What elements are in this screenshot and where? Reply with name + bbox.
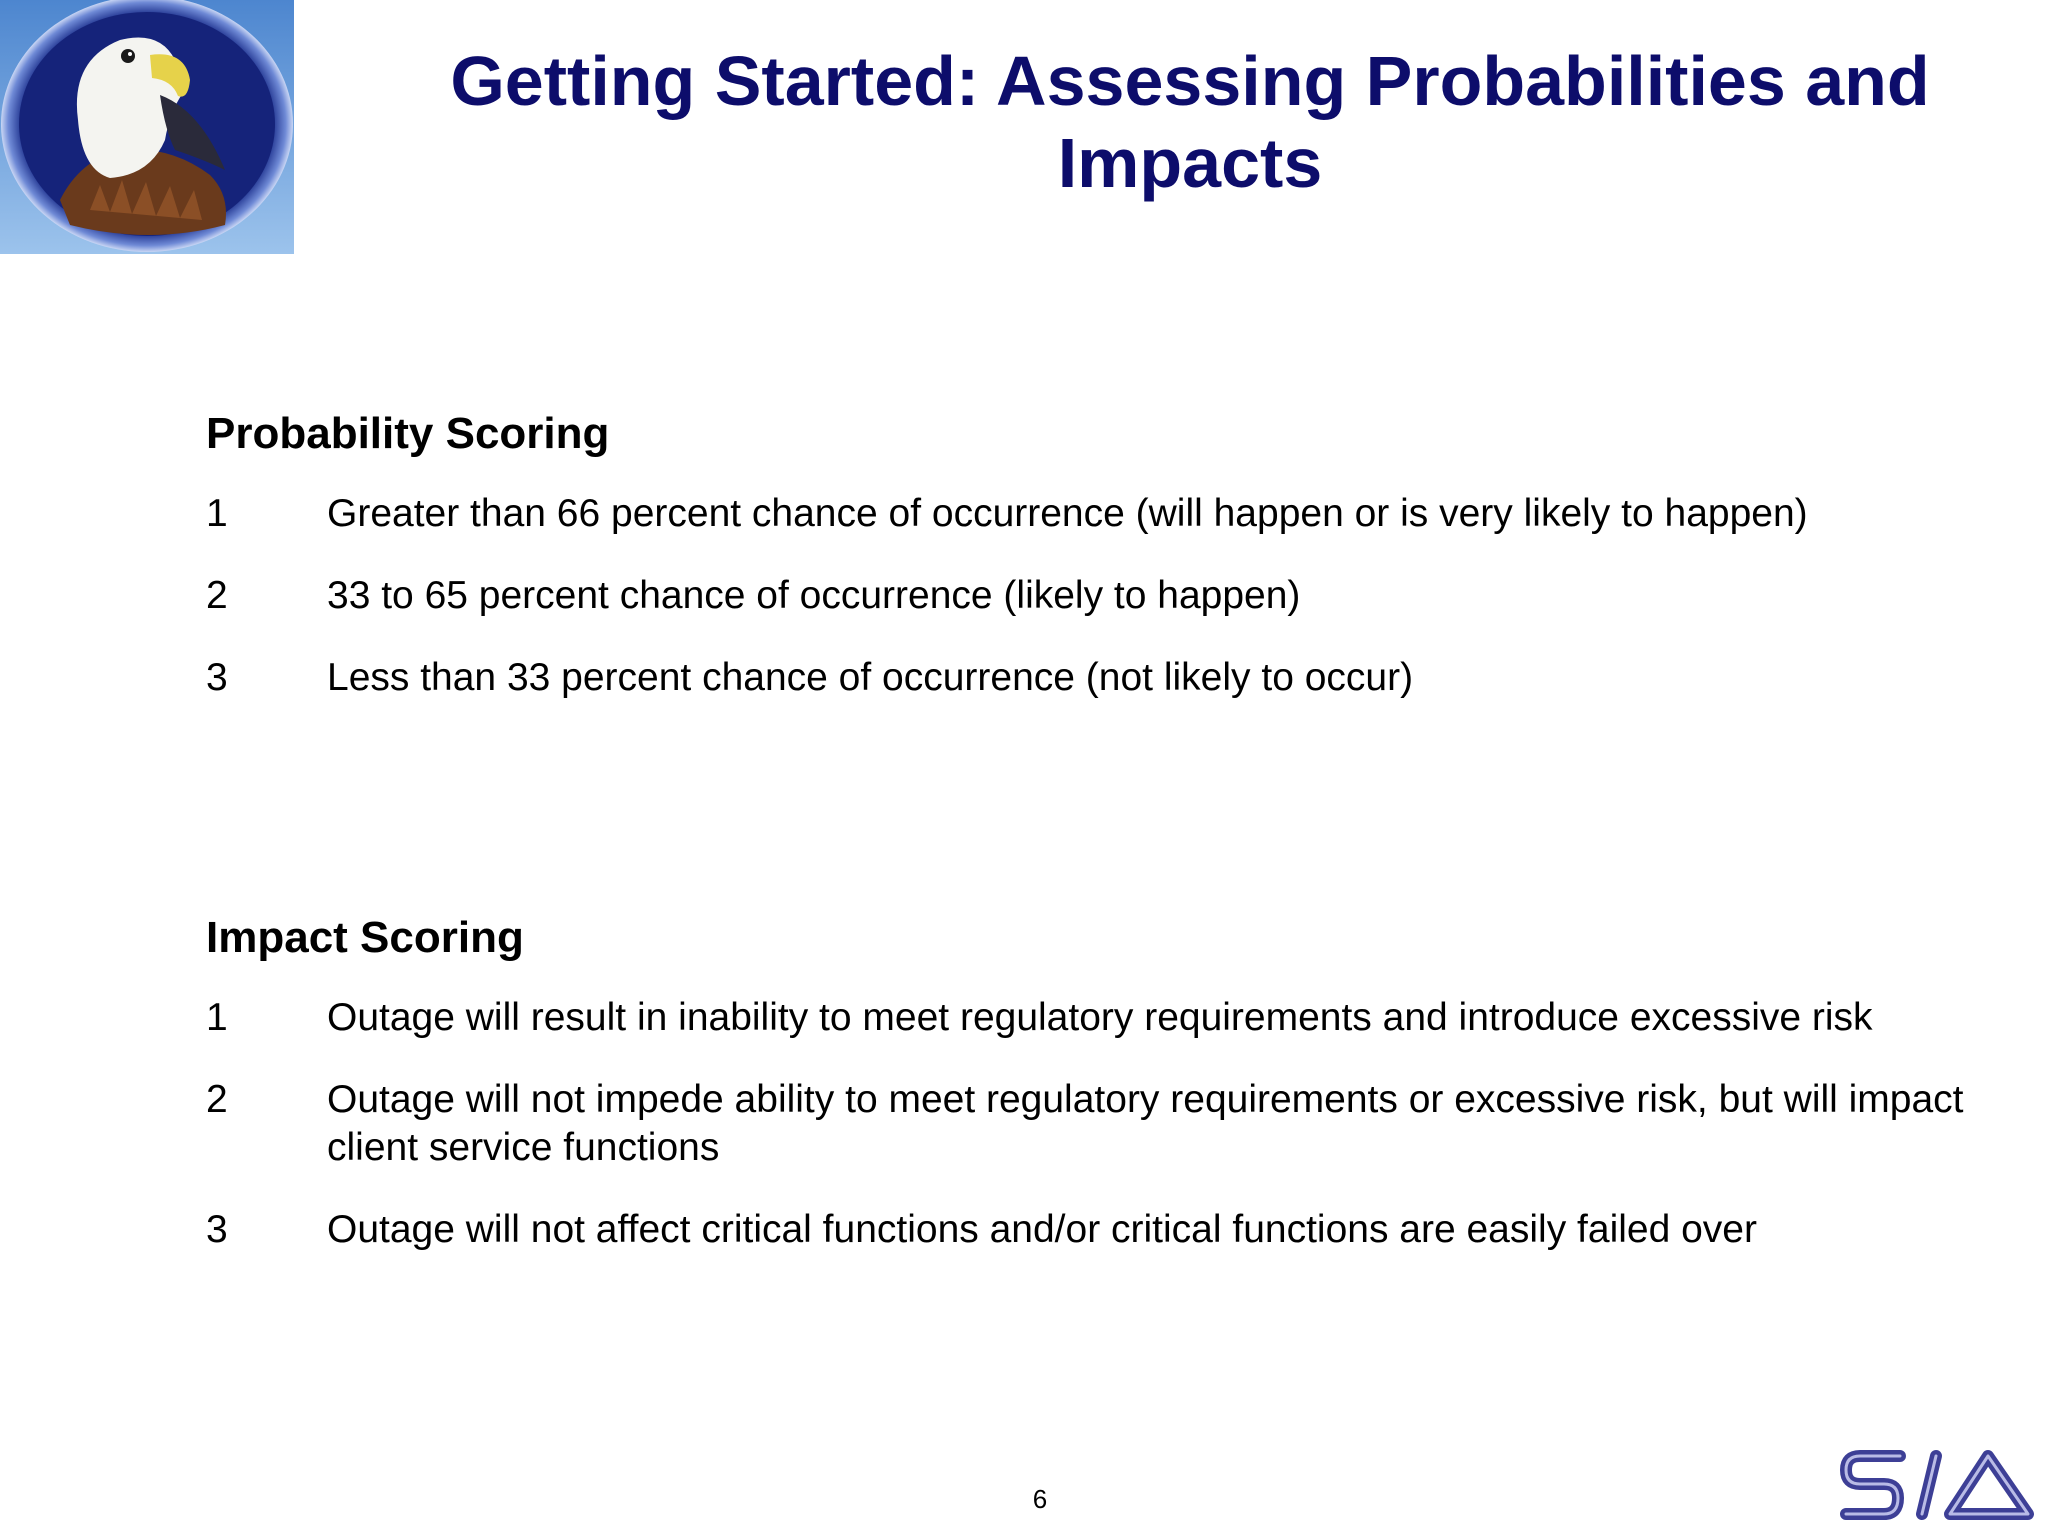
probability-description: 33 to 65 percent chance of occurrence (likely to happen) [327, 574, 1301, 617]
probability-item [206, 572, 1966, 620]
impact-item [206, 994, 1966, 1042]
impact-description: Outage will not impede ability to meet regulatory requirements or excessive risk, but will impact client service functions [327, 1078, 1964, 1169]
impact-scoring-section [206, 912, 1966, 1288]
impact-scoring-list [206, 994, 1966, 1254]
impact-score: 3 [206, 1208, 228, 1251]
probability-scoring-heading: Probability Scoring [206, 409, 610, 458]
probability-item [206, 490, 1966, 538]
probability-scoring-list [206, 490, 1966, 702]
probability-item [206, 654, 1966, 702]
impact-score: 1 [206, 996, 228, 1039]
eagle-logo [0, 0, 294, 254]
impact-score: 2 [206, 1078, 228, 1121]
page-number: 6 [1032, 1484, 1048, 1514]
impact-scoring-heading: Impact Scoring [206, 913, 524, 962]
probability-score: 1 [206, 492, 228, 535]
eagle-emblem-icon [0, 0, 294, 254]
impact-item [206, 1076, 1966, 1172]
sia-logo [1838, 1440, 2038, 1532]
probability-description: Greater than 66 percent chance of occurrence (will happen or is very likely to happen) [327, 492, 1808, 535]
probability-score: 3 [206, 656, 228, 699]
impact-description: Outage will result in inability to meet regulatory requirements and introduce excessive risk [327, 996, 1873, 1039]
probability-description: Less than 33 percent chance of occurrence (not likely to occur) [327, 656, 1414, 699]
sia-logo-icon [1838, 1440, 2038, 1532]
slide-title: Getting Started: Assessing Probabilities and Impacts [450, 42, 1930, 202]
probability-score: 2 [206, 574, 228, 617]
probability-scoring-section [206, 408, 1966, 736]
impact-description: Outage will not affect critical functions and/or critical functions are easily failed over [327, 1208, 1757, 1251]
impact-item [206, 1206, 1966, 1254]
